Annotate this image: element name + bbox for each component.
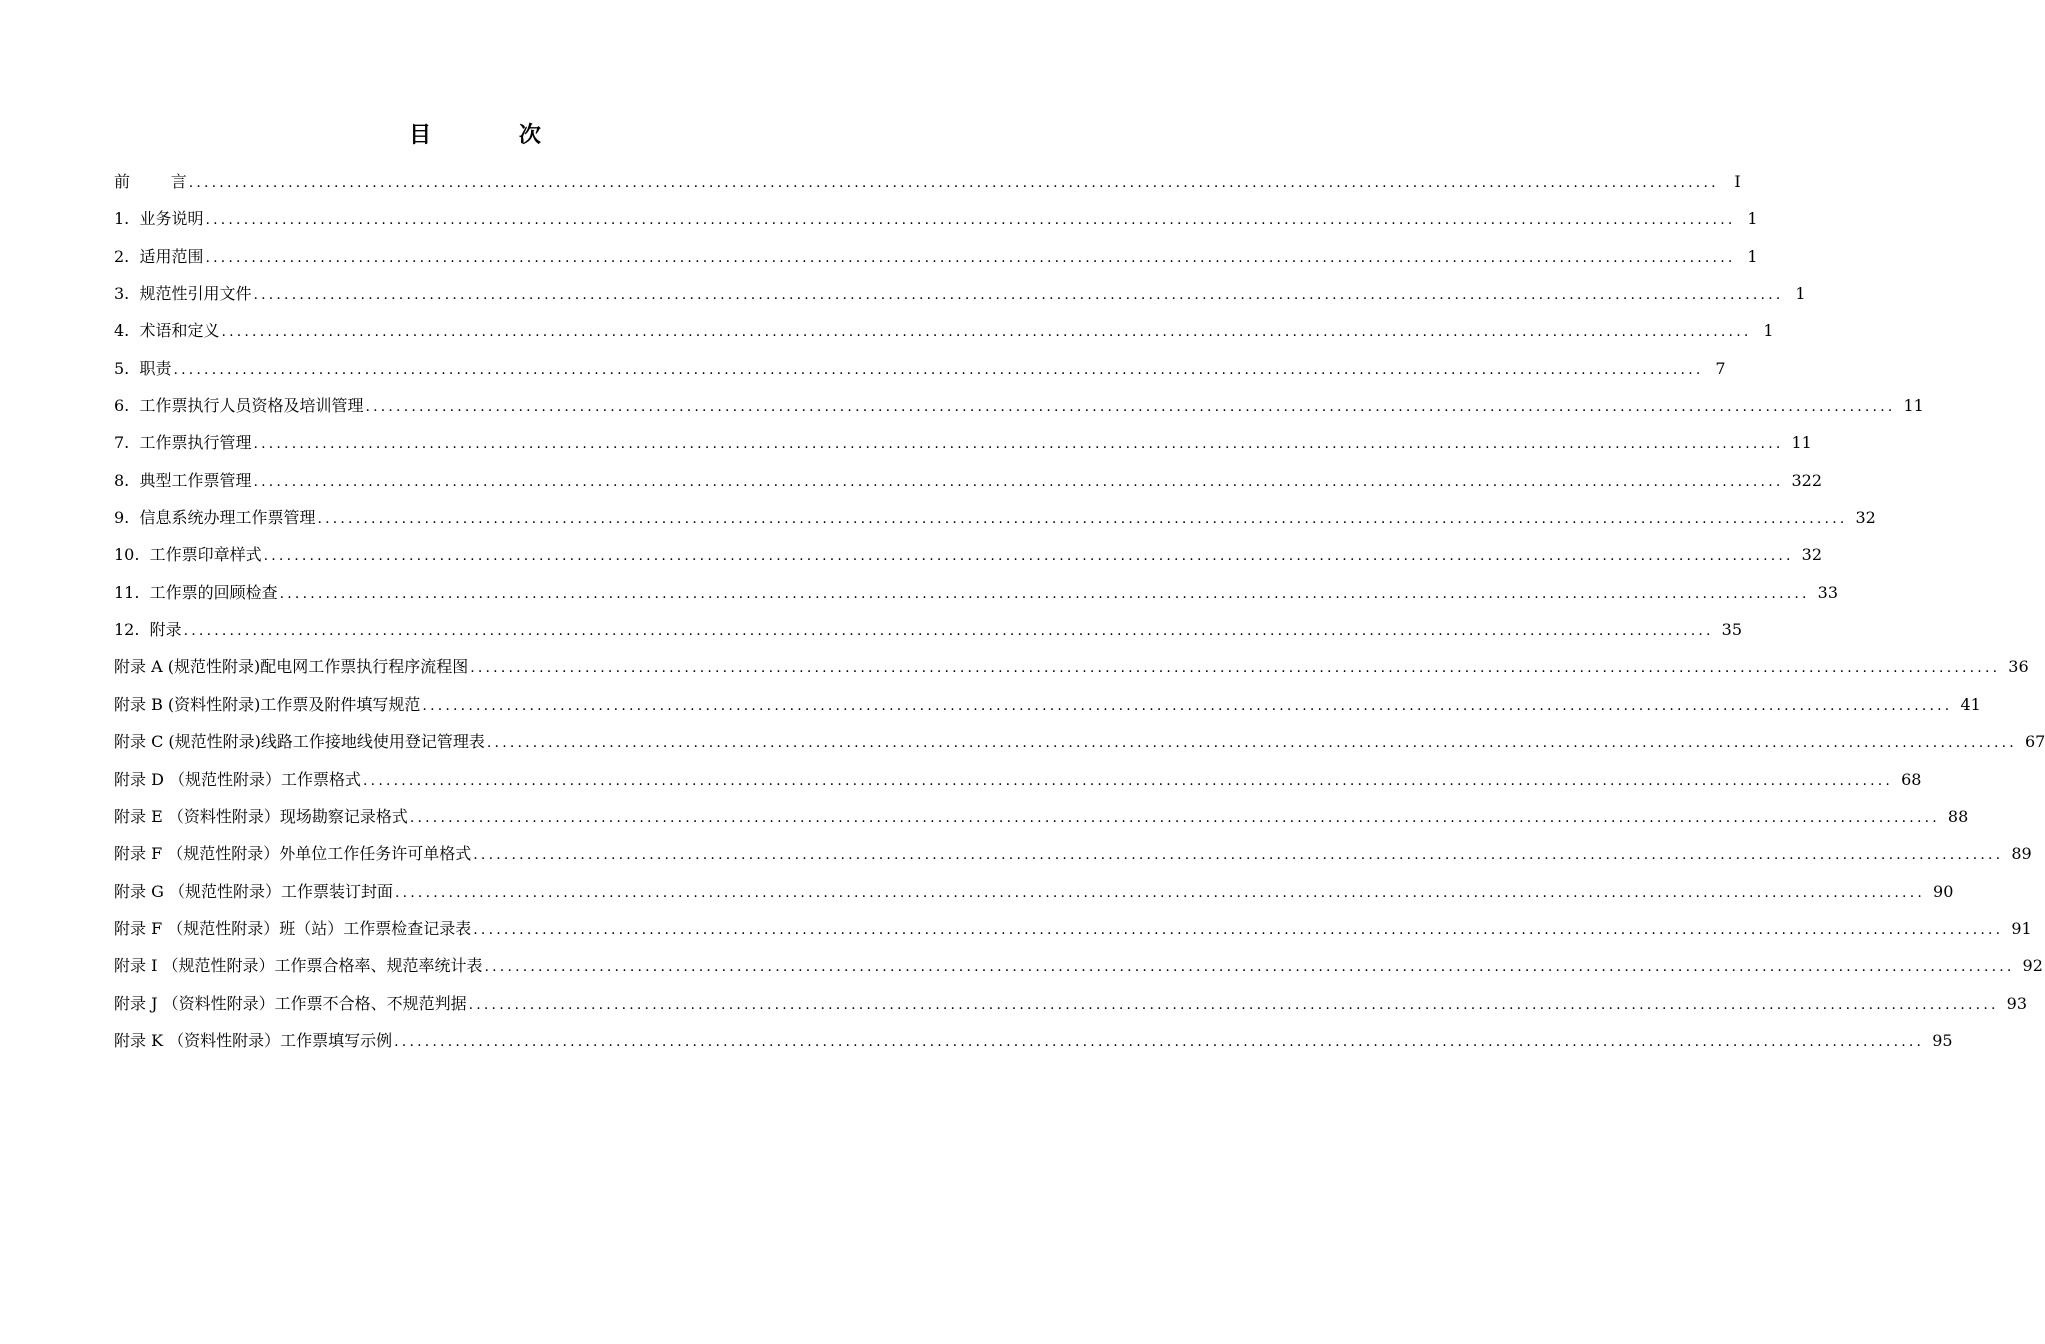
toc-entry-label: 前 言 <box>114 172 187 191</box>
toc-entry-label: 附录 C (规范性附录)线路工作接地线使用登记管理表 <box>114 732 485 752</box>
toc-entry-page: 91 <box>2011 918 2032 938</box>
toc-entry[interactable] <box>114 798 1969 835</box>
toc-leader-dots: ........................................................................................................................................................................................................ <box>394 884 1926 901</box>
toc-entry-page: 68 <box>1901 769 1922 789</box>
toc-entry-label: 附录 B (资料性附录)工作票及附件填写规范 <box>114 694 421 714</box>
toc-entry-label: 3. 规范性引用文件 <box>114 284 252 304</box>
toc-list <box>114 163 2045 1059</box>
toc-leader-dots: ........................................................................................................................................................................................................ <box>253 473 1784 490</box>
toc-entry-page: 36 <box>2008 657 2029 677</box>
toc-leader-dots: ........................................................................................................................................................................................................ <box>221 324 1752 341</box>
toc-entry-page: 1 <box>1747 209 1758 229</box>
toc-entry-label: 2. 适用范围 <box>114 246 204 266</box>
toc-entry[interactable] <box>114 686 1981 723</box>
toc-entry-page: 32 <box>1801 545 1823 565</box>
toc-entry[interactable] <box>114 611 1743 648</box>
toc-entry-label: 11. 工作票的回顾检查 <box>114 582 278 602</box>
toc-entry[interactable] <box>114 499 1876 536</box>
toc-entry-label: 12. 附录 <box>114 620 182 640</box>
toc-entry-label: 附录 G （规范性附录）工作票装订封面 <box>114 881 393 901</box>
toc-entry-page: I <box>1734 172 1741 191</box>
toc-entry-page: 11 <box>1791 433 1812 453</box>
toc-entry-label: 10. 工作票印章样式 <box>114 545 262 565</box>
toc-entry-page: 35 <box>1721 620 1743 640</box>
toc-leader-dots: ........................................................................................................................................................................................................ <box>253 287 1784 304</box>
toc-entry-label: 附录 A (规范性附录)配电网工作票执行程序流程图 <box>114 657 469 677</box>
toc-entry-page: 93 <box>2006 993 2027 1013</box>
toc-leader-dots: ........................................................................................................................................................................................................ <box>183 623 1714 640</box>
toc-entry-page: 11 <box>1903 396 1924 416</box>
toc-leader-dots: ........................................................................................................................................................................................................ <box>263 548 1794 565</box>
toc-entry[interactable] <box>114 275 1806 312</box>
toc-leader-dots: ........................................................................................................................................................................................................ <box>188 175 1719 191</box>
toc-entry-label: 5. 职责 <box>114 358 172 378</box>
toc-leader-dots: ........................................................................................................................................................................................................ <box>484 959 2015 976</box>
toc-entry-label: 8. 典型工作票管理 <box>114 470 252 490</box>
toc-entry[interactable] <box>114 424 1812 461</box>
toc-title: 目 次 <box>409 122 581 148</box>
toc-entry[interactable] <box>114 536 1823 573</box>
toc-entry[interactable] <box>114 462 1823 499</box>
toc-entry[interactable] <box>114 835 2032 872</box>
toc-entry-label: 附录 D （规范性附录）工作票格式 <box>114 769 362 789</box>
toc-leader-dots: ........................................................................................................................................................................................................ <box>422 697 1953 714</box>
toc-entry-label: 附录 F （规范性附录）外单位工作任务许可单格式 <box>114 844 472 864</box>
toc-entry[interactable] <box>114 200 1758 237</box>
toc-entry-page: 32 <box>1855 508 1876 528</box>
toc-entry[interactable] <box>114 761 1922 798</box>
toc-entry-label: 7. 工作票执行管理 <box>114 433 252 453</box>
toc-entry[interactable] <box>114 985 2027 1022</box>
toc-entry-label: 附录 I （规范性附录）工作票合格率、规范率统计表 <box>114 956 483 976</box>
toc-entry-page: 322 <box>1791 470 1823 490</box>
toc-entry[interactable] <box>114 723 2045 760</box>
toc-entry-label: 4. 术语和定义 <box>114 321 220 341</box>
toc-entry-page: 92 <box>2022 956 2043 976</box>
toc-entry-label: 1. 业务说明 <box>114 209 204 229</box>
toc-entry[interactable] <box>114 648 2029 685</box>
toc-entry-page: 95 <box>1932 1030 1953 1050</box>
toc-leader-dots: ........................................................................................................................................................................................................ <box>317 511 1848 528</box>
toc-leader-dots: ........................................................................................................................................................................................................ <box>279 585 1810 602</box>
toc-entry-label: 6. 工作票执行人员资格及培训管理 <box>114 396 364 416</box>
toc-entry[interactable] <box>114 574 1839 611</box>
toc-entry-page: 88 <box>1947 806 1969 826</box>
toc-entry[interactable] <box>114 387 1924 424</box>
toc-leader-dots: ........................................................................................................................................................................................................ <box>365 399 1896 416</box>
toc-leader-dots: ........................................................................................................................................................................................................ <box>486 735 2017 752</box>
toc-leader-dots: ........................................................................................................................................................................................................ <box>409 809 1940 826</box>
toc-entry[interactable] <box>114 910 2032 947</box>
toc-entry-page: 1 <box>1763 321 1774 341</box>
toc-leader-dots: ........................................................................................................................................................................................................ <box>173 361 1704 378</box>
toc-entry-page: 90 <box>1933 881 1954 901</box>
toc-entry-page: 1 <box>1795 284 1806 304</box>
toc-leader-dots: ........................................................................................................................................................................................................ <box>253 436 1784 453</box>
toc-entry-label: 9. 信息系统办理工作票管理 <box>114 508 316 528</box>
toc-entry-page: 41 <box>1960 694 1981 714</box>
toc-entry-page: 67 <box>2024 732 2045 752</box>
toc-leader-dots: ........................................................................................................................................................................................................ <box>468 996 1999 1013</box>
toc-leader-dots: ........................................................................................................................................................................................................ <box>363 772 1894 789</box>
toc-entry-page: 89 <box>2011 844 2032 864</box>
toc-entry-page: 7 <box>1715 358 1726 378</box>
toc-entry[interactable] <box>114 312 1774 349</box>
toc-leader-dots: ........................................................................................................................................................................................................ <box>205 212 1736 229</box>
toc-entry[interactable] <box>114 238 1758 275</box>
toc-entry-label: 附录 F （规范性附录）班（站）工作票检查记录表 <box>114 918 472 938</box>
toc-leader-dots: ........................................................................................................................................................................................................ <box>205 249 1736 266</box>
toc-entry[interactable] <box>114 1022 1953 1059</box>
toc-entry-page: 1 <box>1747 246 1758 266</box>
toc-leader-dots: ........................................................................................................................................................................................................ <box>394 1033 1925 1050</box>
toc-entry[interactable] <box>114 163 1741 200</box>
toc-entry-label: 附录 E （资料性附录）现场勘察记录格式 <box>114 806 408 826</box>
toc-entry[interactable] <box>114 947 2043 984</box>
toc-leader-dots: ........................................................................................................................................................................................................ <box>473 921 2004 938</box>
toc-leader-dots: ........................................................................................................................................................................................................ <box>470 660 2001 677</box>
toc-entry-label: 附录 J （资料性附录）工作票不合格、不规范判据 <box>114 993 467 1013</box>
toc-entry[interactable] <box>114 350 1726 387</box>
toc-entry[interactable] <box>114 873 1954 910</box>
toc-leader-dots: ........................................................................................................................................................................................................ <box>473 847 2004 864</box>
toc-entry-label: 附录 K （资料性附录）工作票填写示例 <box>114 1030 393 1050</box>
toc-entry-page: 33 <box>1817 582 1839 602</box>
